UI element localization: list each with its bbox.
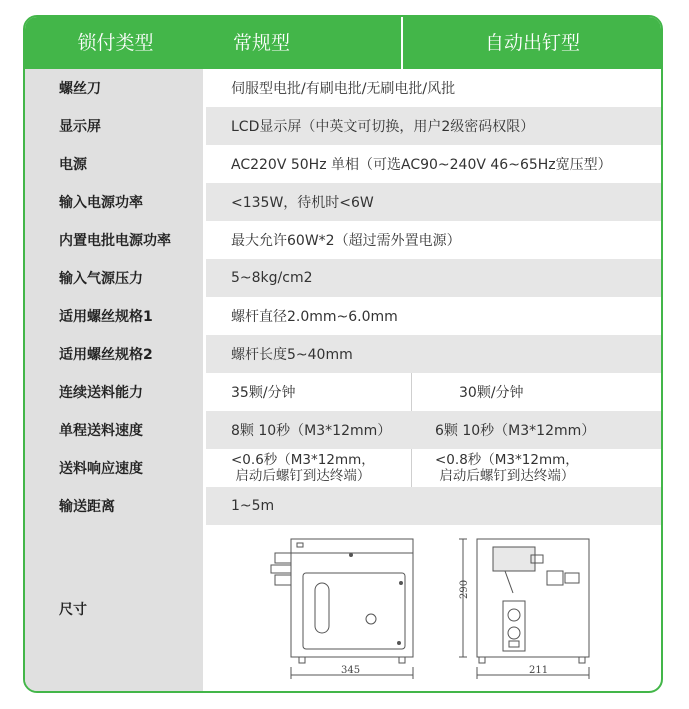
column-divider: [411, 449, 412, 487]
row-label: 送料响应速度: [25, 449, 206, 487]
table-row-continuous-feed: [25, 373, 661, 411]
column-divider: [411, 373, 412, 411]
row-label: 电源: [25, 145, 206, 183]
row-value: 螺杆直径2.0mm~6.0mm: [231, 309, 398, 325]
header-lock-type: 锁付类型: [77, 32, 154, 54]
row-value-standard: 8颗 10秒（M3*12mm）: [231, 423, 392, 439]
table-row-input-power: [25, 183, 661, 221]
dimension-drawing: [231, 533, 651, 685]
row-label: 螺丝刀: [25, 69, 206, 107]
dimension-width-label: 345: [341, 665, 361, 676]
row-value-auto: 6颗 10秒（M3*12mm）: [435, 423, 596, 439]
row-value: 伺服型电批/有刷电批/无刷电批/风批: [231, 81, 456, 97]
front-view-drawing: [271, 539, 413, 679]
table-row-dimensions: [25, 525, 661, 693]
row-value-standard: 35颗/分钟: [231, 385, 296, 401]
dimension-drawing-svg: [231, 533, 651, 685]
row-value-auto: 30颗/分钟: [459, 385, 524, 401]
row-value: 最大允许60W*2（超过需外置电源）: [231, 233, 461, 249]
row-label: 连续送料能力: [25, 373, 206, 411]
table-row-display: [25, 107, 661, 145]
header-divider: [401, 17, 403, 69]
row-value-standard-line1: <0.6秒（M3*12mm，: [231, 452, 375, 468]
row-value: 1~5m: [231, 498, 275, 514]
row-value: 5~8kg/cm2: [231, 270, 313, 286]
row-value-standard-line2: 启动后螺钉到达终端）: [235, 468, 371, 484]
table-row-screw-spec-2: [25, 335, 661, 373]
table-row-single-feed-speed: [25, 411, 661, 449]
dimension-depth-label: 211: [529, 665, 549, 676]
row-value: AC220V 50Hz 单相（可选AC90~240V 46~65Hz宽压型）: [231, 157, 612, 173]
row-value: 螺杆长度5~40mm: [231, 347, 353, 363]
row-label: 显示屏: [25, 107, 206, 145]
row-value-auto-line1: <0.8秒（M3*12mm，: [435, 452, 579, 468]
row-label: 输入电源功率: [25, 183, 206, 221]
header-standard-type: 常规型: [233, 32, 291, 54]
table-row-transport-distance: [25, 487, 661, 525]
row-label: 尺寸: [25, 525, 206, 693]
row-label: 输入气源压力: [25, 259, 206, 297]
row-label: 内置电批电源功率: [25, 221, 206, 259]
table-row-screwdriver: [25, 69, 661, 107]
row-label: 适用螺丝规格2: [25, 335, 206, 373]
table-row-feed-response: [25, 449, 661, 487]
row-value-auto-line2: 启动后螺钉到达终端）: [439, 468, 575, 484]
row-label: 输送距离: [25, 487, 206, 525]
table-row-power-supply: [25, 145, 661, 183]
row-value-standard: [231, 449, 375, 487]
table-row-air-pressure: [25, 259, 661, 297]
row-label: 适用螺丝规格1: [25, 297, 206, 335]
row-value: <135W，待机时<6W: [231, 195, 374, 211]
table-header: [25, 17, 661, 69]
header-auto-feed-type: 自动出钉型: [484, 32, 580, 54]
row-label: 单程送料速度: [25, 411, 206, 449]
side-view-drawing: [459, 539, 589, 679]
table-row-screw-spec-1: [25, 297, 661, 335]
dimension-height-label: 290: [459, 579, 470, 599]
table-row-internal-driver-power: [25, 221, 661, 259]
row-value: LCD显示屏（中英文可切换，用户2级密码权限）: [231, 119, 535, 135]
spec-table: [23, 15, 663, 693]
row-value-auto: [435, 449, 579, 487]
